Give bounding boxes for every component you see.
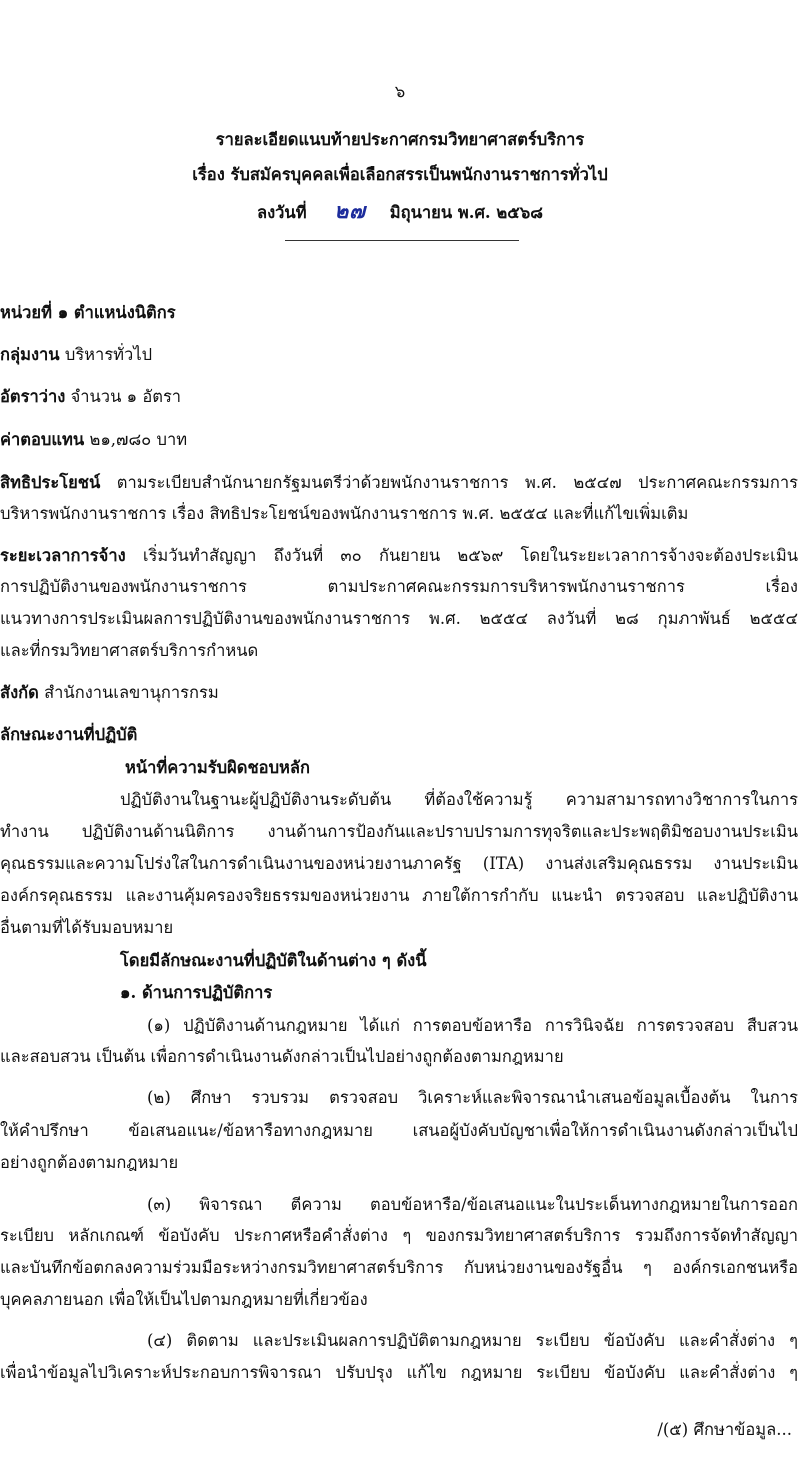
- main-duty-line-2: ทำงาน ปฏิบัติงานด้านนิติการ งานด้านการป้องกันและปราบปรามการทุจริตและประพฤติมิชอบงานประเมิน: [0, 822, 798, 841]
- unit-heading: หน่วยที่ ๑ ตำแหน่งนิติกร: [0, 303, 176, 322]
- date-day-handwritten: ๒๗: [334, 198, 366, 223]
- item-3-line-4: บุคคลภายนอก เพื่อให้เป็นไปตามกฎหมายที่เกี่ยวข้อง: [0, 1290, 368, 1309]
- date-prefix: ลงวันที่: [257, 203, 307, 222]
- item-2-line-2: ให้คำปรึกษา ข้อเสนอแนะ/ข้อหารือทางกฎหมาย เสนอผู้บังคับบัญชาเพื่อให้การดำเนินงานดังกล่าวเป็นไป: [0, 1121, 798, 1140]
- item-2-line-3: อย่างถูกต้องตามกฎหมาย: [0, 1153, 179, 1172]
- job-nature-heading: ลักษณะงานที่ปฏิบัติ: [0, 725, 138, 744]
- vacancy-value: จำนวน ๑ อัตรา: [70, 387, 182, 406]
- main-duty-line-1: ปฏิบัติงานในฐานะผู้ปฏิบัติงานระดับต้น ที่ต้องใช้ความรู้ ความสามารถทางวิชาการในการ: [120, 790, 798, 809]
- employment-line-4: และที่กรมวิทยาศาสตร์บริการกำหนด: [0, 641, 259, 660]
- item-3-line-2: ระเบียบ หลักเกณฑ์ ข้อบังคับ ประกาศหรือคำสั่งต่าง ๆ ของกรมวิทยาศาสตร์บริการ รวมถึงการจัดทำสัญญา: [0, 1226, 798, 1245]
- salary-value: ๒๑,๗๘๐ บาท: [89, 430, 188, 449]
- group-value: บริหารทั่วไป: [64, 345, 153, 364]
- main-duty-line-3: คุณธรรมและความโปร่งใสในการดำเนินงานของหน่วยงานภาครัฐ (ITA) งานส่งเสริมคุณธรรม งานประเมิน: [0, 854, 798, 873]
- salary-line: [0, 432, 187, 449]
- item-4-line-2: เพื่อนำข้อมูลไปวิเคราะห์ประกอบการพิจารณา ปรับปรุง แก้ไข กฎหมาย ระเบียบ ข้อบังคับ และคำสั่งต่าง ๆ: [0, 1363, 798, 1382]
- group-line: [0, 347, 152, 364]
- affiliation-label: สังกัด: [0, 683, 39, 702]
- employment-line-1: [0, 548, 798, 565]
- item-1-line-2: และสอบสวน เป็นต้น เพื่อการดำเนินงานดังกล่าวเป็นไปอย่างถูกต้องตามกฎหมาย: [0, 1047, 564, 1066]
- main-duty-heading: หน้าที่ความรับผิดชอบหลัก: [125, 758, 311, 777]
- employment-label: ระยะเวลาการจ้าง: [0, 546, 126, 565]
- benefits-line-2: บริหารพนักงานราชการ เรื่อง สิทธิประโยชน์ของพนักงานราชการ พ.ศ. ๒๕๕๔ และที่แก้ไขเพิ่มเติม: [0, 504, 689, 523]
- main-duty-line-4: องค์กรคุณธรรม และงานคุ้มครองจริยธรรมของหน่วยงาน ภายใต้การกำกับ แนะนำ ตรวจสอบ และปฏิบัติงาน: [0, 886, 798, 905]
- header-line-2: เรื่อง รับสมัครบุคคลเพื่อเลือกสรรเป็นพนักงานราชการทั่วไป: [192, 165, 608, 184]
- page-number: ๖: [394, 82, 406, 101]
- benefits-text-1: ตามระเบียบสำนักนายกรัฐมนตรีว่าด้วยพนักงานราชการ พ.ศ. ๒๕๔๗ ประกาศคณะกรรมการ: [116, 473, 798, 492]
- affiliation-line: [0, 685, 219, 702]
- vacancy-label: อัตราว่าง: [0, 387, 66, 406]
- header-date: [0, 200, 800, 222]
- vacancy-line: [0, 389, 181, 406]
- header-line-1: รายละเอียดแนบท้ายประกาศกรมวิทยาศาสตร์บริการ: [215, 130, 585, 149]
- item-1-line-1: (๑) ปฏิบัติงานด้านกฎหมาย ได้แก่ การตอบข้อหารือ การวินิจฉัย การตรวจสอบ สืบสวน: [147, 1016, 798, 1035]
- item-3-line-1: (๓) พิจารณา ตีความ ตอบข้อหารือ/ข้อเสนอแนะในประเด็นทางกฎหมายในการออก: [147, 1195, 798, 1214]
- salary-label: ค่าตอบแทน: [0, 430, 85, 449]
- header-divider: [285, 240, 519, 241]
- continuation-note: /(๕) ศึกษาข้อมูล...: [657, 1420, 792, 1439]
- group-label: กลุ่มงาน: [0, 345, 60, 364]
- benefits-line-1: [0, 475, 798, 492]
- benefits-label: สิทธิประโยชน์: [0, 473, 101, 492]
- employment-line-3: แนวทางการประเมินผลการปฏิบัติงานของพนักงานราชการ พ.ศ. ๒๕๕๔ ลงวันที่ ๒๘ กุมภาพันธ์ ๒๕๕๔: [0, 609, 798, 628]
- affiliation-value: สำนักงานเลขานุการกรม: [44, 683, 219, 702]
- employment-text-1: เริ่มวันทำสัญญา ถึงวันที่ ๓๐ กันยายน ๒๕๖๙ โดยในระยะเวลาการจ้างจะต้องประเมิน: [142, 546, 798, 565]
- employment-line-2: การปฏิบัติงานของพนักงานราชการ ตามประกาศคณะกรรมการบริหารพนักงานราชการ เรื่อง: [0, 577, 798, 596]
- item-3-line-3: และบันทึกข้อตกลงความร่วมมือระหว่างกรมวิทยาศาสตร์บริการ กับหน่วยงานของรัฐอื่น ๆ องค์กรเอกชนหรือ: [0, 1258, 798, 1277]
- item-4-line-1: (๔) ติดตาม และประเมินผลการปฏิบัติตามกฎหมาย ระเบียบ ข้อบังคับ และคำสั่งต่าง ๆ: [147, 1331, 798, 1350]
- areas-heading: โดยมีลักษณะงานที่ปฏิบัติในด้านต่าง ๆ ดังนี้: [120, 951, 427, 970]
- area-1-heading: ๑. ด้านการปฏิบัติการ: [120, 983, 273, 1002]
- main-duty-line-5: อื่นตามที่ได้รับมอบหมาย: [0, 918, 174, 937]
- date-suffix: มิถุนายน พ.ศ. ๒๕๖๘: [389, 203, 543, 222]
- item-2-line-1: (๒) ศึกษา รวบรวม ตรวจสอบ วิเคราะห์และพิจารณานำเสนอข้อมูลเบื้องต้น ในการ: [147, 1088, 798, 1107]
